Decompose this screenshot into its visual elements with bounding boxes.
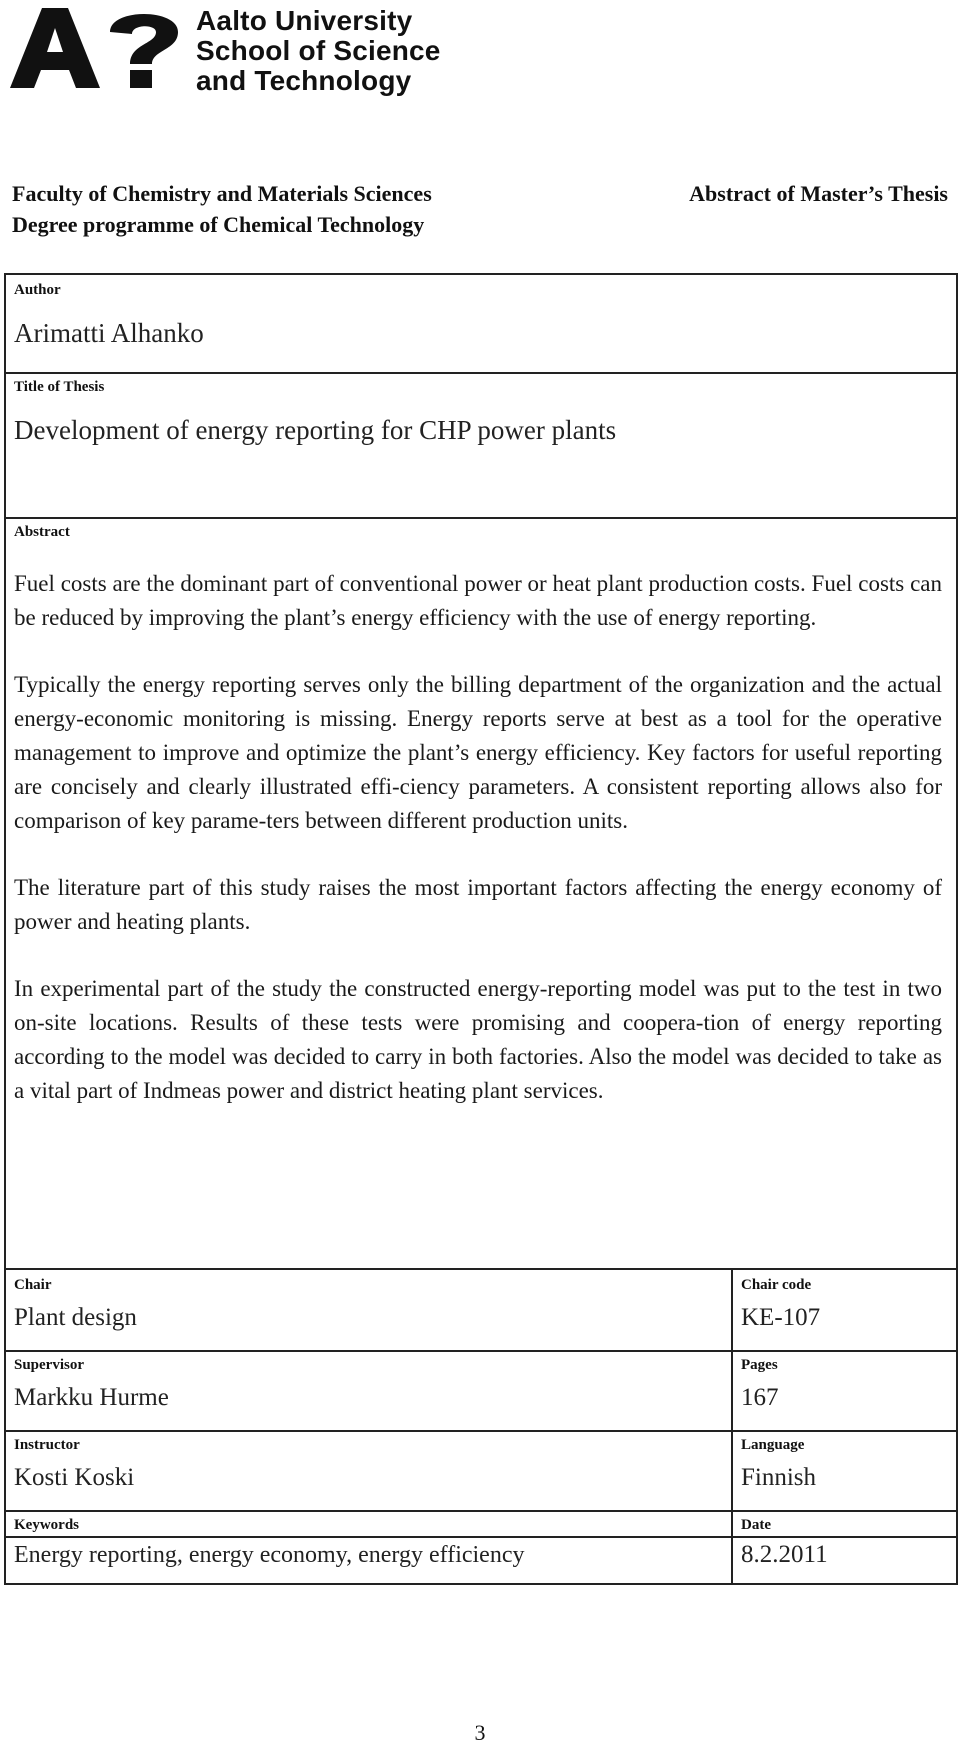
supervisor-value: Markku Hurme [14,1384,169,1411]
chair-label: Chair [14,1277,52,1293]
chair-cell [6,1270,733,1350]
title-value: Development of energy reporting for CHP power plants [14,415,617,445]
faculty-header [12,178,432,240]
instructor-cell [6,1430,733,1510]
date-cell [733,1510,956,1583]
supervisor-cell [6,1350,733,1430]
logo-line-3: and Technology [196,65,412,96]
aalto-logo-mark-icon [10,4,180,92]
date-value: 8.2.2011 [741,1541,828,1568]
aalto-logo [10,4,530,94]
pages-cell [733,1350,956,1430]
thesis-details-table [4,1268,958,1585]
info-row-keywords [6,1510,956,1583]
info-row-chair [6,1270,956,1352]
logo-line-1: Aalto University [196,5,413,36]
abstract-paragraph: Fuel costs are the dominant part of conventional power or heat plant production costs. Fuel costs can be reduced by improving the plant’s energy efficiency with the use of energy reporting. [14,571,942,630]
keywords-label: Keywords [14,1517,79,1533]
chair-code-label: Chair code [741,1277,812,1293]
language-label: Language [741,1437,805,1453]
pages-label: Pages [741,1357,778,1373]
info-row-instructor [6,1430,956,1512]
author-value: Arimatti Alhanko [14,318,204,348]
logo-line-2: School of Science [196,35,441,66]
abstract-paragraph: Typically the energy reporting serves only the billing department of the organization and the actual energy-economic monitoring is missing. Energy reports serve at best as a tool for the operative management to improve and optimize the plant’s energy efficiency. Key factors for useful reporting are concisely and clearly illustrated effi-ciency parameters. A consistent reporting allows also for comparison of key parame-ters between different production units. [14,672,942,833]
author-label: Author [14,282,61,298]
language-cell [733,1430,956,1510]
chair-value: Plant design [14,1304,137,1331]
faculty-name: Faculty of Chemistry and Materials Sciences [12,181,432,206]
degree-programme: Degree programme of Chemical Technology [12,212,425,237]
keywords-cell [6,1510,733,1583]
language-value: Finnish [741,1464,817,1491]
chair-code-value: KE-107 [741,1304,821,1331]
abstract-paragraph: In experimental part of the study the constructed energy-reporting model was put to the test in two on-site locations. Results of these tests were promising and coopera-tion of energy reporting according to the model was decided to carry in both factories. Also the model was decided to take as a vital part of Indmeas power and district heating plant services. [14,976,942,1103]
chair-code-cell [733,1270,956,1350]
date-label: Date [741,1517,771,1533]
keywords-value: Energy reporting, energy economy, energy efficiency [14,1542,525,1568]
title-row [6,372,956,519]
abstract-label: Abstract [14,524,70,540]
instructor-label: Instructor [14,1437,80,1453]
author-row [6,275,956,374]
pages-value: 167 [741,1384,779,1411]
instructor-value: Kosti Koski [14,1464,135,1491]
info-row-supervisor [6,1350,956,1432]
document-type: Abstract of Master’s Thesis [689,181,948,206]
aalto-logo-wordmark [196,6,441,96]
supervisor-label: Supervisor [14,1357,85,1373]
title-label: Title of Thesis [14,379,105,395]
page-number: 3 [474,1720,486,1745]
abstract-body [14,567,942,1141]
abstract-paragraph: The literature part of this study raises the most important factors affecting the energy economy of power and heating plants. [14,875,942,934]
